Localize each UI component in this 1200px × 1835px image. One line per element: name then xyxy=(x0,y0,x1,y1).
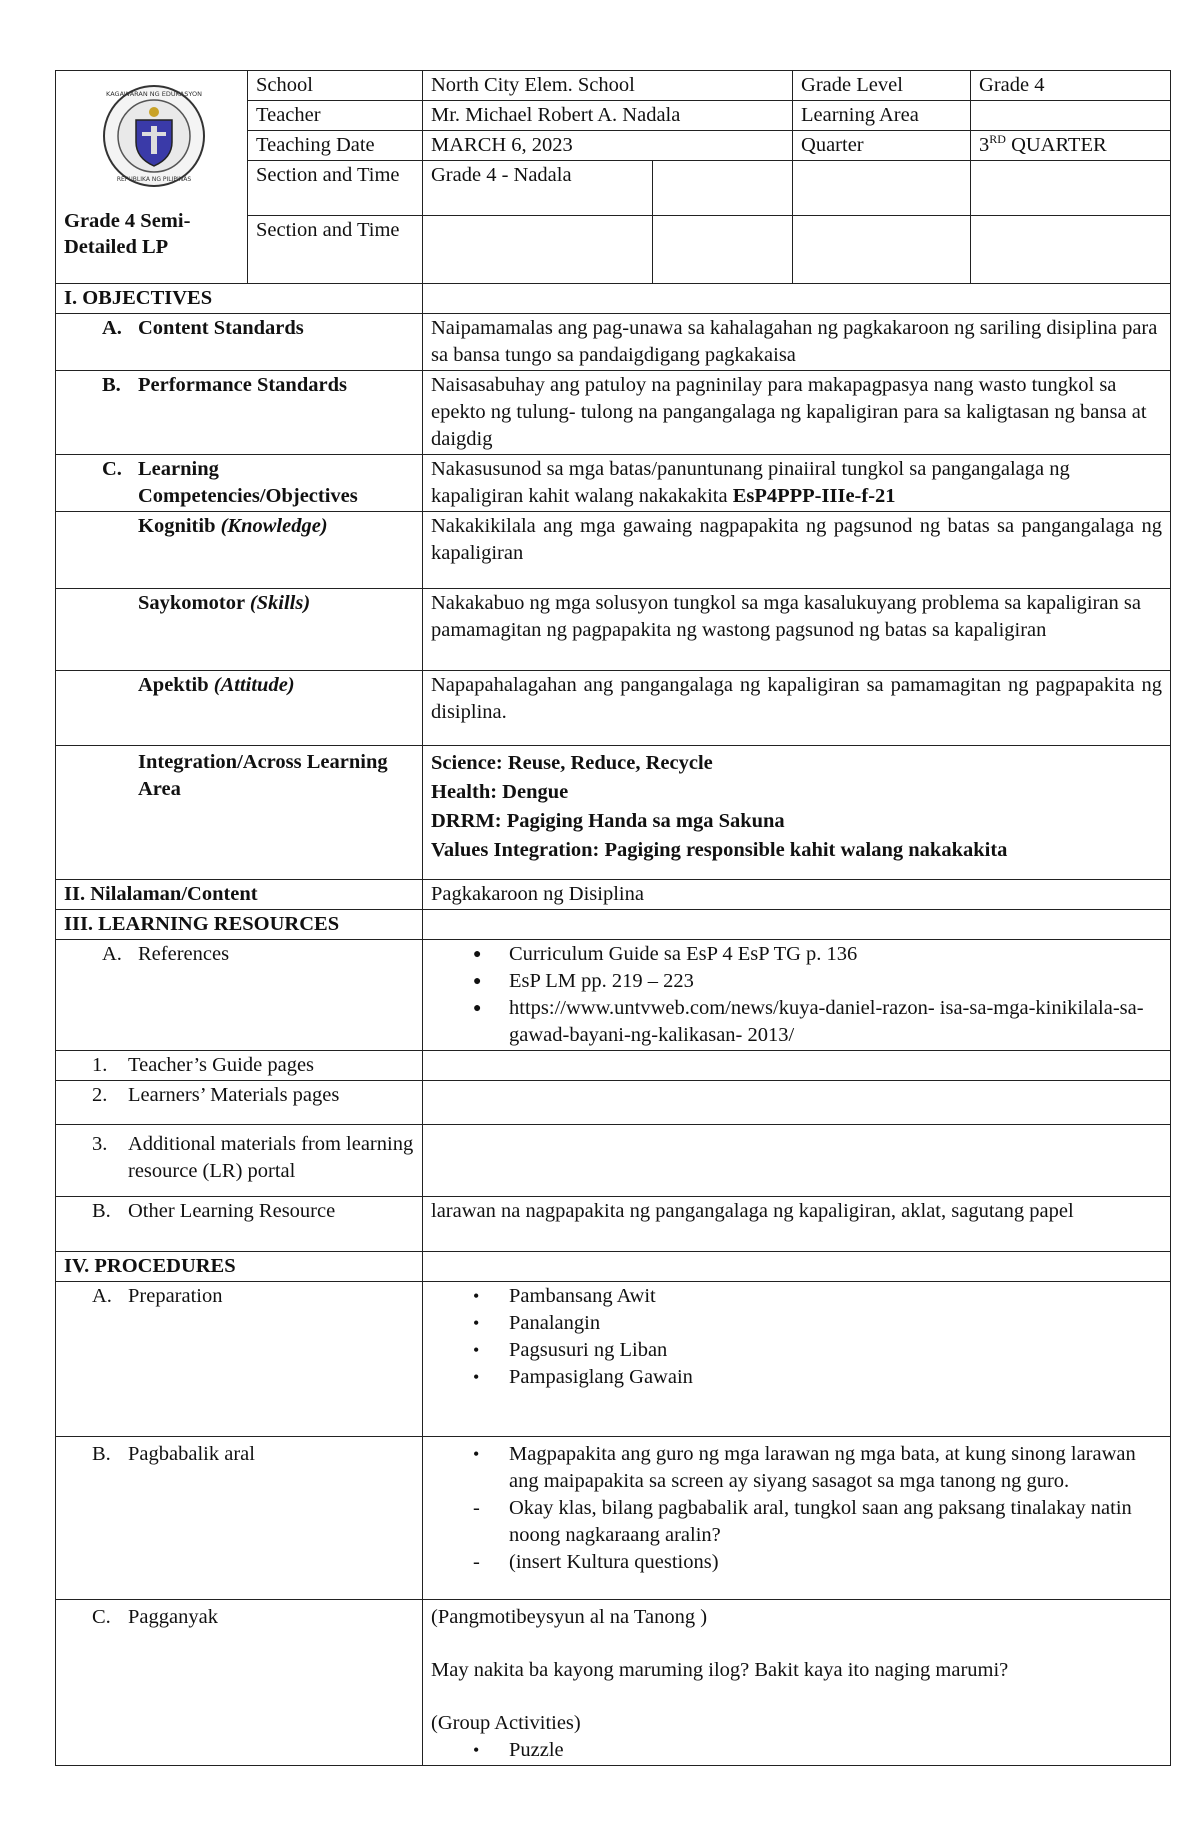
additional-materials-label: Additional materials from learning resource (LR) portal xyxy=(128,1133,414,1182)
pagbabalik-aral-label: Pagbabalik aral xyxy=(128,1443,255,1465)
learning-resources-heading: III. LEARNING RESOURCES xyxy=(56,910,423,940)
other-learning-resource-text: larawan na nagpapakita ng pangangalaga ng kapaligiran, aklat, sagutang papel xyxy=(423,1197,1171,1252)
integration-item: Health: Dengue xyxy=(431,781,569,803)
group-activity-item: • Puzzle xyxy=(439,1737,1162,1764)
content-standards-text: Naipamamalas ang pag-unawa sa kahalagahan ng pagkakaroon ng sariling disiplina para sa bansa tungo sa pandaigdigang pagkakaisa xyxy=(423,314,1171,371)
pagbabalik-aral-content xyxy=(423,1437,1171,1600)
school-label: School xyxy=(248,71,423,101)
grade-level-value: Grade 4 xyxy=(971,71,1171,101)
review-question: - (insert Kultura questions) xyxy=(439,1549,1162,1576)
preparation-item: • Panalangin xyxy=(439,1310,1162,1337)
objectives-heading: I. OBJECTIVES xyxy=(56,284,423,314)
preparation-list xyxy=(423,1282,1171,1437)
lp-type-label: Grade 4 Semi-Detailed LP xyxy=(64,210,191,258)
integration-item: Values Integration: Pagiging responsible kahit walang nakakakita xyxy=(431,839,1008,861)
other-learning-resource-label: Other Learning Resource xyxy=(128,1200,336,1222)
quarter-label: Quarter xyxy=(793,131,971,161)
preparation-item: • Pambansang Awit xyxy=(439,1283,1162,1310)
apektib-text: Napapahalagahan ang pangangalaga ng kapaligiran sa pamamagitan ng pagpapakita ng disiplina. xyxy=(423,671,1171,746)
teaching-date-label: Teaching Date xyxy=(248,131,423,161)
section-time-value-1: Grade 4 - Nadala xyxy=(423,161,653,216)
performance-standards-label: Performance Standards xyxy=(138,374,347,396)
procedures-heading: IV. PROCEDURES xyxy=(56,1252,423,1282)
integration-item: DRRM: Pagiging Handa sa mga Sakuna xyxy=(431,810,785,832)
saykomotor-text: Nakakabuo ng mga solusyon tungkol sa mga kasalukuyang problema sa kapaligiran sa pamamagitan ng pagpapakita ng wastong pagsunod ng batas sa kapaligiran xyxy=(423,589,1171,671)
reference-item: ● EsP LM pp. 219 – 223 xyxy=(439,968,1162,995)
learning-competencies-label: Learning Competencies/Objectives xyxy=(138,458,358,507)
preparation-label: Preparation xyxy=(128,1285,223,1307)
motivation-question: May nakita ba kayong maruming ilog? Bakit kaya ito naging marumi? xyxy=(431,1659,1009,1681)
group-activities-label: (Group Activities) xyxy=(431,1712,581,1734)
competency-code: EsP4PPP-IIIe-f-21 xyxy=(732,485,896,507)
references-label: References xyxy=(138,943,230,965)
integration-list xyxy=(423,746,1171,880)
learning-competencies-text: Nakasusunod sa mga batas/panuntunang pinaiiral tungkol sa pangangalaga ng kapaligiran kahit walang nakakakita EsP4PPP-IIIe-f-21 xyxy=(423,455,1171,512)
school-value: North City Elem. School xyxy=(423,71,793,101)
teachers-guide-label: Teacher’s Guide pages xyxy=(128,1054,315,1076)
content-standards-label: Content Standards xyxy=(138,317,304,339)
apektib-label: Apektib (Attitude) xyxy=(56,671,423,746)
section-time-label-2: Section and Time xyxy=(248,216,423,284)
reference-item: ● Curriculum Guide sa EsP 4 EsP TG p. 136 xyxy=(439,941,1162,968)
content-text: Pagkakaroon ng Disiplina xyxy=(423,880,1171,910)
pagganyak-content xyxy=(423,1600,1171,1766)
pagganyak-label: Pagganyak xyxy=(128,1606,218,1628)
learners-materials-label: Learners’ Materials pages xyxy=(128,1084,340,1106)
deped-seal-icon xyxy=(102,84,206,188)
teacher-value: Mr. Michael Robert A. Nadala xyxy=(423,101,793,131)
quarter-value: 3RD QUARTER xyxy=(971,131,1171,161)
teaching-date-value: MARCH 6, 2023 xyxy=(423,131,793,161)
reference-link[interactable]: ● https://www.untvweb.com/news/kuya-daniel-razon- isa-sa-mga-kinikilala-sa-gawad-bayani-ng-kalikasan- 2013/ xyxy=(439,995,1162,1049)
preparation-item: • Pampasiglang Gawain xyxy=(439,1364,1162,1391)
review-item: • Magpapakita ang guro ng mga larawan ng mga bata, at kung sinong larawan ang maipapakita sa screen ay siyang sasagot sa mga tanong ng guro. xyxy=(439,1441,1162,1495)
content-heading: II. Nilalaman/Content xyxy=(56,880,423,910)
kognitib-text: Nakakikilala ang mga gawaing nagpapakita ng pagsunod ng batas sa pangangalaga ng kapaligiran xyxy=(423,512,1171,589)
performance-standards-text: Naisasabuhay ang patuloy na pagninilay para makapagpasya nang wasto tungkol sa epekto ng tulung- tulong na pangangalaga ng kapaligiran para sa kaligtasan ng bansa at daigdig xyxy=(423,371,1171,455)
svg-text:REPUBLIKA NG PILIPINAS: REPUBLIKA NG PILIPINAS xyxy=(116,176,192,183)
integration-item: Science: Reuse, Reduce, Recycle xyxy=(431,752,713,774)
lesson-plan-table: KAGAWARAN NG EDUKASYON REPUBLIKA NG PILIPINAS Grade 4 Semi-Detailed LP School North City Elem. School Grade Level Grade 4 Teacher Mr. Michael Robert A. Nadala Learning Area Teaching Date MARCH 6, 2023 Quarter 3RD QUARTER Section and Time Grade 4 - Nadala Section and Time I. OBJECTIVES A. Content Standards Naipamamalas ang pag-unawa sa kahalagahan ng pagkakaroon ng sariling disiplina para sa bansa tungo sa pandaigdigang pagkakaisa B. Performance Standards Naisasabuhay ang patuloy na pagninilay para makapagpasya nang wasto tungkol sa epekto ng tulung- tulong na pangangalaga ng kapaligiran para sa kaligtasan ng bansa at daigdig C. Learning Competencies/Objectives Nakasusunod sa mga batas/panuntunang pinaiiral tungkol sa pangangalaga ng kapaligiran kahit walang nakakakita EsP4PPP-IIIe-f-21 Kognitib (Knowledge) Nakakikilala ang mga gawaing nagpapakita ng pagsunod ng batas sa pangangalaga ng kapaligiran Saykomotor (Skills) Nakakabuo ng mga solusyon tungkol sa mga kasalukuyang problema sa kapaligiran sa pamamagitan ng pagpapakita ng wastong pagsunod ng batas sa kapaligiran Apektib (Attitude) Napapahalagahan ang pangangalaga ng kapaligiran sa pamamagitan ng pagpapakita ng disiplina. Integration/Across Learning Area Science: Reuse, Reduce, Recycle Health: Dengue DRRM: Pagiging Handa sa mga Sakuna Values Integration: Pagiging responsible kahit walang nakakakita II. Nilalaman/Content Pagkakaroon ng Disiplina III. LEARNING RESOURCES A. References ● Curriculum Guide sa EsP 4 EsP TG p. 136 ● EsP LM pp. 219 – 223 ● https://www.untvweb.com/news/kuya-daniel-razon- isa-sa-mga-kinikilala-sa-gawad-bayani-ng-kalikasan- 2013/ 1. Teacher’s Guide pages 2. Learners’ Materials pages 3. Additional materials from learning resource (LR) portal B. Other Learning Resource larawan na nagpapakita ng pangangalaga ng kapaligiran, aklat, sagutang papel IV. PROCEDURES A. Preparation • Pambansang Awit • Panalangin • Pagsusuri ng Liban • Pampasiglang Gawain B. Pagbabalik aral • Magpapakita ang guro ng mga larawan ng mga bata, at kung sinong larawan ang maipapakita sa screen ay siyang sasagot sa mga tanong ng guro. - Okay klas, bilang pagbabalik aral, tungkol saan ang paksang tinalakay natin noong nagkaraang aralin? - (insert Kultura questions) C. Pagganyak (Pangmotibeysyun al na Tanong ) May nakita ba kayong maruming ilog? Bakit kaya ito naging marumi? (Group Activities) • Puzzle xyxy=(55,70,1171,1766)
teacher-label: Teacher xyxy=(248,101,423,131)
references-list xyxy=(423,940,1171,1051)
learning-area-value xyxy=(971,101,1171,131)
preparation-item: • Pagsusuri ng Liban xyxy=(439,1337,1162,1364)
saykomotor-label: Saykomotor (Skills) xyxy=(56,589,423,671)
svg-text:KAGAWARAN NG EDUKASYON: KAGAWARAN NG EDUKASYON xyxy=(106,90,202,98)
lesson-plan-document xyxy=(55,70,1170,1766)
logo-cell xyxy=(56,71,248,284)
learning-area-label: Learning Area xyxy=(793,101,971,131)
kognitib-label: Kognitib (Knowledge) xyxy=(56,512,423,589)
motivation-heading: (Pangmotibeysyun al na Tanong ) xyxy=(431,1606,708,1628)
grade-level-label: Grade Level xyxy=(793,71,971,101)
section-time-label-1: Section and Time xyxy=(248,161,423,216)
integration-label: Integration/Across Learning Area xyxy=(56,746,423,880)
review-question: - Okay klas, bilang pagbabalik aral, tungkol saan ang paksang tinalakay natin noong nagkaraang aralin? xyxy=(439,1495,1162,1549)
